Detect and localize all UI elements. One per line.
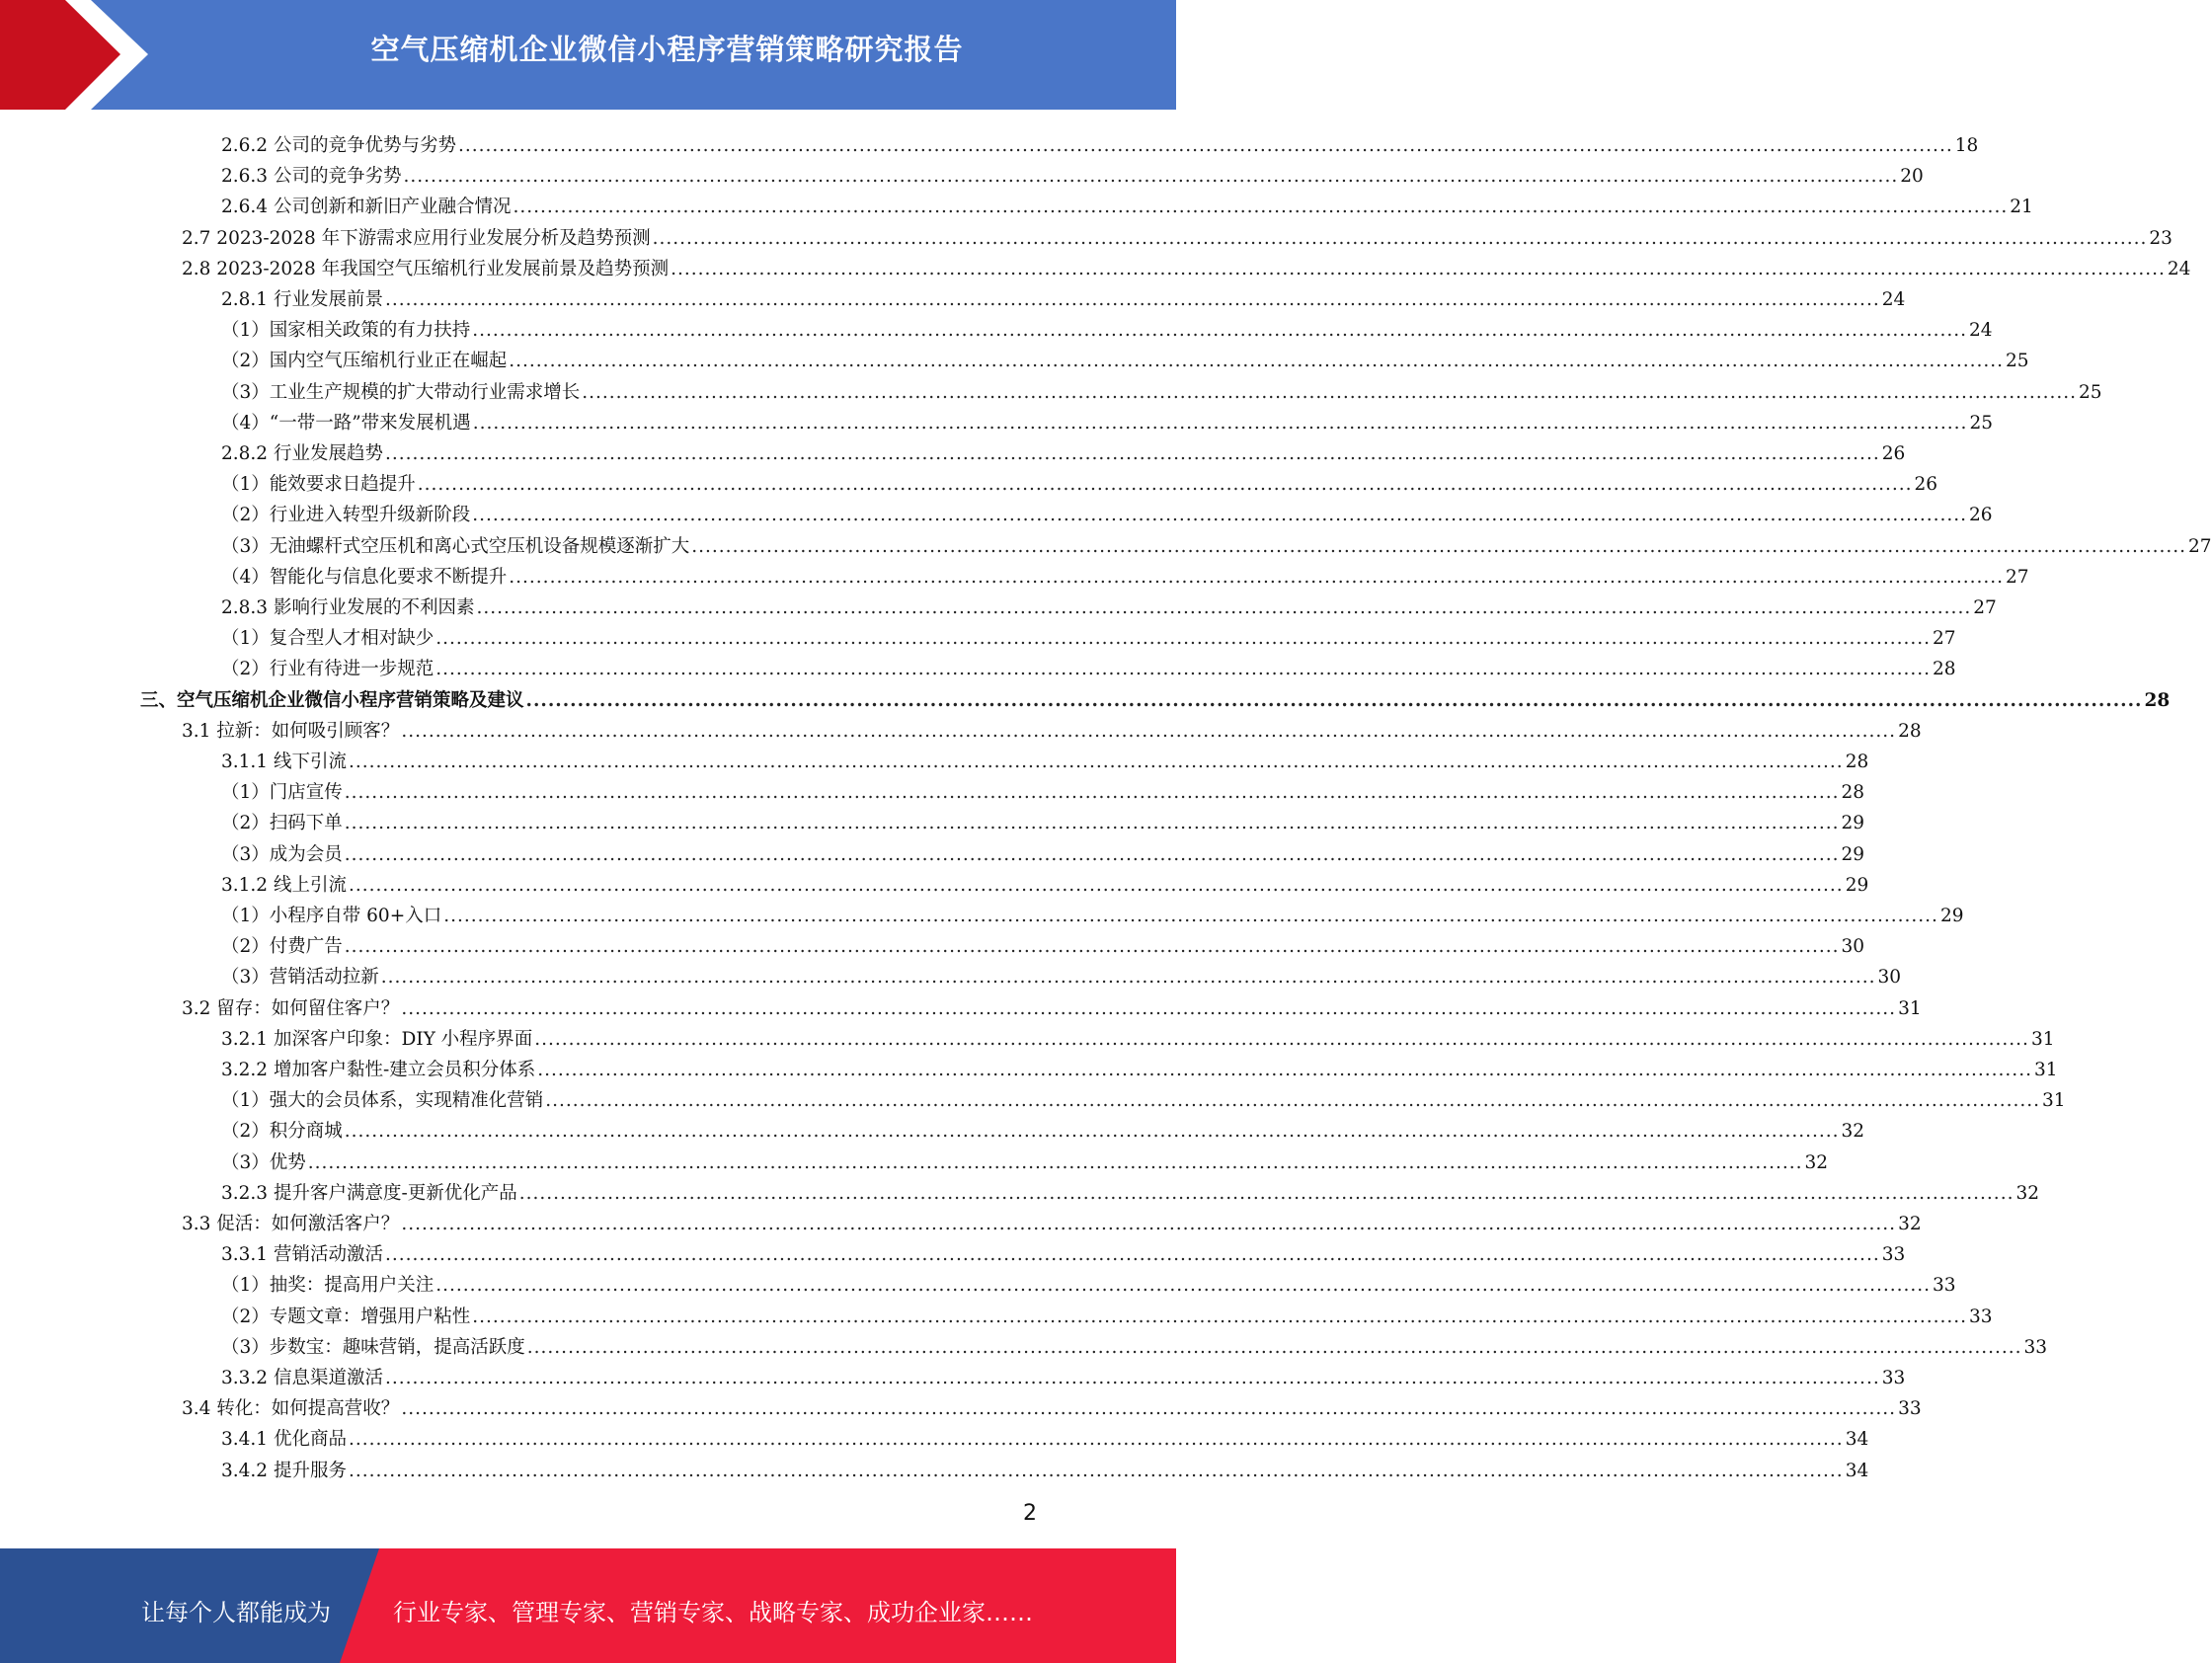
toc-entry-title: 2.8.2 行业发展趋势 [221, 443, 383, 464]
toc-entry-page: 31 [2033, 1060, 2058, 1080]
toc-entry[interactable] [221, 835, 1865, 866]
toc-entry-title: （3）无油螺杆式空压机和离心式空压机设备规模逐渐扩大 [221, 535, 690, 557]
toc-entry-page: 28 [2144, 689, 2171, 711]
toc-dot-leader: ............................................................................................................................................................................................................................ [443, 906, 1938, 926]
toc-entry-title: 3.1.2 线上引流 [221, 874, 347, 896]
toc-entry-title: 3.1.1 线下引流 [221, 752, 347, 772]
toc-entry-page: 27 [1933, 628, 1956, 650]
toc-entry-title: 三、空气压缩机企业微信小程序营销策略及建议 [140, 689, 524, 711]
toc-dot-leader: ............................................................................................................................................................................................................................ [348, 752, 1844, 772]
toc-dot-leader: ............................................................................................................................................................................................................................ [348, 1429, 1844, 1451]
toc-dot-leader: ............................................................................................................................................................................................................................ [537, 1060, 2032, 1080]
toc-entry-page: 24 [1881, 289, 1906, 310]
toc-dot-leader: ............................................................................................................................................................................................................................ [526, 1336, 2022, 1358]
toc-entry[interactable] [140, 681, 2171, 712]
toc-dot-leader: ............................................................................................................................................................................................................................ [691, 535, 2187, 557]
report-title: 空气压缩机企业微信小程序营销策略研究报告 [370, 33, 964, 66]
toc-entry-page: 29 [1841, 813, 1865, 834]
toc-entry-title: 3.3.2 信息渠道激活 [221, 1368, 383, 1388]
toc-dot-leader: ............................................................................................................................................................................................................................ [476, 597, 1972, 618]
toc-entry[interactable] [221, 1328, 2048, 1359]
toc-entry[interactable] [221, 126, 1979, 157]
toc-entry-title: （1）小程序自带 60+入口 [221, 906, 442, 926]
toc-dot-leader: ............................................................................................................................................................................................................................ [401, 720, 1897, 742]
toc-entry[interactable] [221, 527, 2212, 558]
toc-entry-page: 28 [1898, 720, 1922, 742]
toc-entry-page: 33 [1933, 1275, 1956, 1297]
toc-entry-title: 2.6.3 公司的竞争劣势 [221, 166, 402, 188]
toc-dot-leader: ............................................................................................................................................................................................................................ [472, 505, 1968, 526]
toc-entry[interactable] [221, 619, 1956, 650]
toc-entry-page: 30 [1877, 967, 1902, 989]
toc-entry-page: 33 [2023, 1336, 2048, 1358]
page-header [0, 0, 1176, 110]
toc-entry-page: 27 [2188, 535, 2212, 557]
toc-dot-leader: ............................................................................................................................................................................................................................ [344, 1121, 1840, 1143]
toc-entry-title: （1）抽奖：提高用户关注 [221, 1275, 434, 1297]
toc-dot-leader: ............................................................................................................................................................................................................................ [344, 813, 1840, 834]
toc-entry[interactable] [221, 558, 2029, 589]
toc-entry-page: 32 [1804, 1151, 1829, 1173]
toc-entry-title: 3.4 转化：如何提高营收？ [182, 1398, 400, 1420]
toc-dot-leader: ............................................................................................................................................................................................................................ [344, 782, 1840, 804]
toc-entry[interactable] [221, 804, 1865, 834]
toc-entry[interactable] [221, 1452, 1869, 1482]
toc-entry-page: 24 [1969, 320, 1993, 342]
toc-entry-title: 3.4.2 提升服务 [221, 1460, 347, 1481]
toc-entry[interactable] [221, 958, 1902, 989]
toc-entry[interactable] [182, 990, 1922, 1020]
footer-slogan-left: 让每个人都能成为 [141, 1599, 331, 1626]
toc-entry-title: （3）优势 [221, 1151, 306, 1173]
toc-entry-page: 30 [1841, 936, 1865, 958]
toc-entry-title: 2.8.1 行业发展前景 [221, 289, 383, 310]
toc-entry-title: （1）门店宣传 [221, 782, 343, 804]
toc-entry[interactable] [221, 465, 1938, 496]
toc-entry[interactable] [221, 404, 1993, 435]
toc-entry-title: （3）成为会员 [221, 843, 343, 865]
toc-entry-title: （2）扫码下单 [221, 813, 343, 834]
toc-dot-leader: ............................................................................................................................................................................................................................ [472, 1306, 1968, 1327]
toc-dot-leader: ............................................................................................................................................................................................................................ [307, 1151, 1803, 1173]
toc-entry-title: （1）国家相关政策的有力扶持 [221, 320, 471, 342]
toc-entry-page: 27 [2006, 566, 2029, 588]
toc-entry-page: 33 [1881, 1368, 1906, 1388]
toc-entry[interactable] [221, 743, 1869, 773]
toc-entry[interactable] [221, 1266, 1956, 1297]
toc-entry-page: 23 [2149, 227, 2172, 249]
toc-dot-leader: ............................................................................................................................................................................................................................ [509, 566, 2005, 588]
toc-entry-title: （2）专题文章：增强用户粘性 [221, 1306, 471, 1327]
toc-entry-title: 2.6.2 公司的竞争优势与劣势 [221, 135, 456, 156]
toc-dot-leader: ............................................................................................................................................................................................................................ [435, 1275, 1932, 1297]
toc-entry-title: （4）智能化与信息化要求不断提升 [221, 566, 508, 588]
toc-entry-title: 2.8.3 影响行业发展的不利因素 [221, 597, 475, 618]
toc-entry-page: 25 [2079, 381, 2102, 403]
toc-dot-leader: ............................................................................................................................................................................................................................ [509, 351, 2005, 372]
toc-entry-title: （2）国内空气压缩机行业正在崛起 [221, 351, 508, 372]
toc-entry[interactable] [221, 1051, 2058, 1081]
toc-dot-leader: ............................................................................................................................................................................................................................ [380, 967, 1876, 989]
toc-entry-title: （4）“一带一路”带来发展机遇 [221, 412, 471, 434]
toc-entry-page: 28 [1933, 659, 1956, 680]
toc-entry-page: 32 [1841, 1121, 1865, 1143]
toc-entry-page: 31 [2042, 1090, 2066, 1112]
toc-entry-title: （1）能效要求日趋提升 [221, 474, 416, 496]
toc-entry-page: 33 [1881, 1244, 1906, 1266]
toc-dot-leader: ............................................................................................................................................................................................................................ [401, 997, 1897, 1019]
toc-dot-leader: ............................................................................................................................................................................................................................ [348, 874, 1844, 896]
toc-dot-leader: ............................................................................................................................................................................................................................ [384, 443, 1880, 464]
toc-entry-page: 31 [1898, 997, 1922, 1019]
toc-entry-title: 2.7 2023-2028 年下游需求应用行业发展分析及趋势预测 [182, 227, 651, 249]
toc-dot-leader: ............................................................................................................................................................................................................................ [457, 135, 1953, 156]
toc-entry[interactable] [221, 157, 1924, 188]
toc-dot-leader: ............................................................................................................................................................................................................................ [582, 381, 2078, 403]
toc-entry-title: 3.2 留存：如何留住客户？ [182, 997, 400, 1019]
toc-entry[interactable] [221, 866, 1869, 897]
toc-entry[interactable] [221, 496, 1993, 526]
toc-entry-page: 25 [2006, 351, 2029, 372]
toc-entry-page: 34 [1845, 1460, 1869, 1481]
toc-dot-leader: ............................................................................................................................................................................................................................ [417, 474, 1913, 496]
toc-entry-title: 3.4.1 优化商品 [221, 1429, 347, 1451]
toc-entry[interactable] [221, 280, 1906, 311]
toc-entry-page: 26 [1881, 443, 1906, 464]
toc-entry-page: 18 [1954, 135, 1979, 156]
toc-entry-page: 34 [1845, 1429, 1869, 1451]
toc-entry-page: 28 [1845, 752, 1869, 772]
toc-entry[interactable] [221, 773, 1865, 804]
toc-dot-leader: ............................................................................................................................................................................................................................ [435, 659, 1932, 680]
footer-slogan-right: 行业专家、管理专家、营销专家、战略专家、成功企业家…… [393, 1599, 1033, 1626]
toc-entry-title: 2.6.4 公司创新和新旧产业融合情况 [221, 197, 512, 218]
toc-dot-leader: ............................................................................................................................................................................................................................ [652, 227, 2148, 249]
toc-entry-page: 26 [1969, 505, 1993, 526]
toc-entry-title: （3）工业生产规模的扩大带动行业需求增长 [221, 381, 581, 403]
toc-entry[interactable] [221, 1235, 1906, 1266]
toc-entry-title: 3.2.2 增加客户黏性-建立会员积分体系 [221, 1060, 536, 1080]
toc-dot-leader: ............................................................................................................................................................................................................................ [384, 289, 1880, 310]
toc-entry[interactable] [221, 1420, 1869, 1451]
toc-entry[interactable] [182, 1205, 1922, 1235]
toc-entry-title: 3.2.3 提升客户满意度-更新优化产品 [221, 1182, 517, 1204]
toc-dot-leader: ............................................................................................................................................................................................................................ [472, 320, 1968, 342]
toc-entry-page: 29 [1845, 874, 1869, 896]
toc-entry[interactable] [221, 650, 1956, 680]
toc-entry[interactable] [221, 311, 1993, 342]
toc-entry-page: 25 [1969, 412, 1993, 434]
toc-dot-leader: ............................................................................................................................................................................................................................ [513, 197, 2009, 218]
toc-entry-title: 3.1 拉新：如何吸引顾客？ [182, 720, 400, 742]
toc-entry-page: 33 [1969, 1306, 1993, 1327]
toc-dot-leader: ............................................................................................................................................................................................................................ [545, 1090, 2041, 1112]
toc-entry-title: （1）强大的会员体系，实现精准化营销 [221, 1090, 544, 1112]
toc-dot-leader: ............................................................................................................................................................................................................................ [384, 1244, 1880, 1266]
toc-entry[interactable] [221, 1081, 2066, 1112]
toc-entry[interactable] [221, 589, 1997, 619]
toc-entry-title: 3.3.1 营销活动激活 [221, 1244, 383, 1266]
toc-dot-leader: ............................................................................................................................................................................................................................ [401, 1398, 1897, 1420]
toc-entry-title: 3.3 促活：如何激活客户？ [182, 1214, 400, 1234]
toc-entry-page: 26 [1914, 474, 1938, 496]
toc-entry[interactable] [182, 1389, 1922, 1420]
toc-entry-page: 27 [1973, 597, 1997, 618]
toc-entry[interactable] [221, 1359, 1906, 1389]
toc-entry[interactable] [221, 1112, 1865, 1143]
toc-entry[interactable] [221, 342, 2029, 372]
toc-entry[interactable] [182, 712, 1922, 743]
toc-entry-title: 3.2.1 加深客户印象：DIY 小程序界面 [221, 1028, 533, 1050]
toc-entry-page: 33 [1898, 1398, 1922, 1420]
toc-entry[interactable] [221, 435, 1906, 465]
toc-entry[interactable] [221, 373, 2102, 404]
toc-dot-leader: ............................................................................................................................................................................................................................ [384, 1368, 1880, 1388]
page-number: 2 [1023, 1501, 1037, 1526]
toc-entry-page: 32 [1898, 1214, 1922, 1234]
toc-entry-page: 20 [1900, 166, 1924, 188]
toc-entry-page: 24 [2167, 258, 2191, 279]
toc-entry-title: （2）积分商城 [221, 1121, 343, 1143]
toc-entry-page: 32 [2015, 1182, 2040, 1204]
toc-dot-leader: ............................................................................................................................................................................................................................ [403, 166, 1899, 188]
toc-dot-leader: ............................................................................................................................................................................................................................ [518, 1182, 2014, 1204]
toc-dot-leader: ............................................................................................................................................................................................................................ [348, 1460, 1844, 1481]
toc-entry[interactable] [221, 1144, 1829, 1174]
toc-entry[interactable] [221, 1174, 2040, 1205]
page-footer [0, 1548, 1176, 1663]
toc-entry[interactable] [182, 250, 2191, 280]
toc-entry[interactable] [221, 188, 2033, 218]
toc-entry[interactable] [221, 1020, 2055, 1051]
toc-entry-title: （1）复合型人才相对缺少 [221, 628, 434, 650]
toc-entry-title: （2）行业进入转型升级新阶段 [221, 505, 471, 526]
toc-entry-title: （3）步数宝：趣味营销，提高活跃度 [221, 1336, 525, 1358]
toc-entry-page: 21 [2010, 197, 2033, 218]
toc-entry[interactable] [182, 219, 2172, 250]
toc-entry-page: 28 [1841, 782, 1865, 804]
toc-entry[interactable] [221, 927, 1865, 958]
toc-dot-leader: ............................................................................................................................................................................................................................ [525, 689, 2143, 711]
toc-dot-leader: ............................................................................................................................................................................................................................ [472, 412, 1968, 434]
toc-entry-page: 29 [1939, 906, 1964, 926]
toc-entry[interactable] [221, 897, 1964, 927]
toc-dot-leader: ............................................................................................................................................................................................................................ [534, 1028, 2029, 1050]
toc-entry-title: 2.8 2023-2028 年我国空气压缩机行业发展前景及趋势预测 [182, 258, 670, 279]
toc-dot-leader: ............................................................................................................................................................................................................................ [435, 628, 1932, 650]
toc-entry[interactable] [221, 1298, 1993, 1328]
toc-entry-page: 29 [1841, 843, 1865, 865]
toc-dot-leader: ............................................................................................................................................................................................................................ [344, 843, 1840, 865]
toc-dot-leader: ............................................................................................................................................................................................................................ [344, 936, 1840, 958]
toc-dot-leader: ............................................................................................................................................................................................................................ [401, 1214, 1897, 1234]
toc-entry-title: （2）行业有待进一步规范 [221, 659, 434, 680]
toc-entry-title: （2）付费广告 [221, 936, 343, 958]
toc-entry-title: （3）营销活动拉新 [221, 967, 379, 989]
toc-dot-leader: ............................................................................................................................................................................................................................ [671, 258, 2166, 279]
toc-entry-page: 31 [2030, 1028, 2055, 1050]
